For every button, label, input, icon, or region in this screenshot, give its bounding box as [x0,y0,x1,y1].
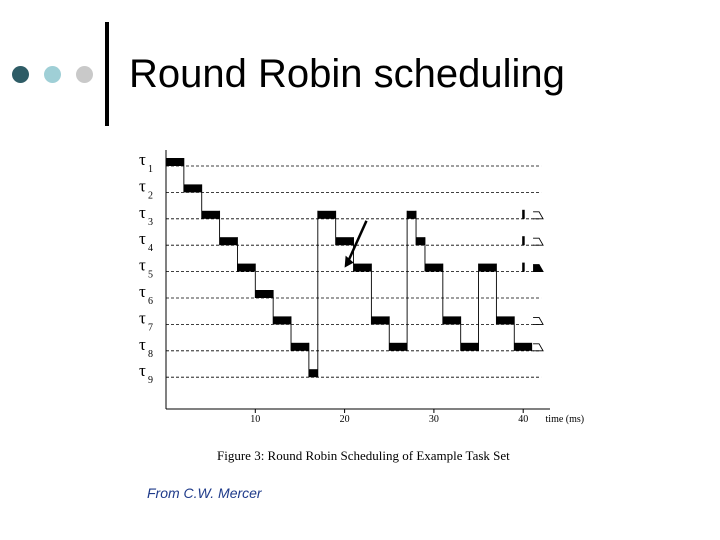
execution-block-t3-2 [202,211,220,219]
task-label-1: τ [139,150,146,169]
slide-title: Round Robin scheduling [129,52,565,96]
execution-block-t5-16 [425,264,443,272]
task-label-4: τ [139,229,146,249]
execution-block-t4-10 [336,237,354,245]
task-subscript-9: 9 [148,375,153,387]
source-credit: From C.W. Mercer [147,485,262,501]
row-end-flag-4 [533,238,543,245]
task-subscript-2: 2 [148,190,153,202]
task-subscript-4: 4 [148,243,153,255]
execution-block-t7-6 [273,316,291,324]
time-tick-label-30: 30 [428,414,439,425]
task-subscript-6: 6 [148,296,153,307]
time-tick-label-20: 20 [339,414,350,425]
execution-block-t7-12 [371,316,389,324]
execution-block-t8-7 [291,343,309,351]
task-subscript-1: 1 [148,164,153,175]
task-label-7: τ [139,308,146,328]
row-end-flag-8 [533,344,543,351]
task-label-6: τ [139,282,146,301]
row-end-flag-7 [533,317,543,324]
time-axis-label: time (ms) [545,414,585,425]
task-label-9: τ [139,361,146,381]
release-marker-4 [522,236,525,245]
row-end-flag-5 [533,265,543,272]
execution-block-t3-9 [318,211,336,219]
time-tick-label-10: 10 [250,414,261,425]
execution-block-t7-20 [496,316,514,324]
time-tick-label-40: 40 [518,414,529,425]
execution-block-t8-18 [461,343,479,351]
execution-block-t4-3 [220,237,238,245]
execution-block-t6-5 [255,290,273,298]
execution-block-t5-11 [354,264,372,272]
task-subscript-5: 5 [148,269,153,281]
task-label-8: τ [139,334,146,354]
row-end-flag-3 [533,212,543,219]
release-marker-5 [522,263,525,272]
execution-block-t3-14 [407,211,416,219]
task-label-5: τ [139,255,146,275]
execution-block-t7-17 [443,316,461,324]
task-label-2: τ [139,176,146,196]
task-label-3: τ [139,202,146,222]
execution-block-t5-19 [479,264,497,272]
execution-block-t1-0 [166,158,184,166]
execution-block-t2-1 [184,184,202,192]
figure-caption: Figure 3: Round Robin Scheduling of Example Task Set [217,448,510,463]
execution-block-t5-4 [237,264,255,272]
release-marker-3 [522,210,525,219]
execution-block-t8-21 [514,343,532,351]
task-subscript-8: 8 [148,348,153,360]
task-subscript-7: 7 [148,322,153,334]
execution-block-t8-13 [389,343,407,351]
task-subscript-3: 3 [148,216,153,228]
execution-block-t9-8 [309,369,318,377]
execution-block-t4-15 [416,237,425,245]
